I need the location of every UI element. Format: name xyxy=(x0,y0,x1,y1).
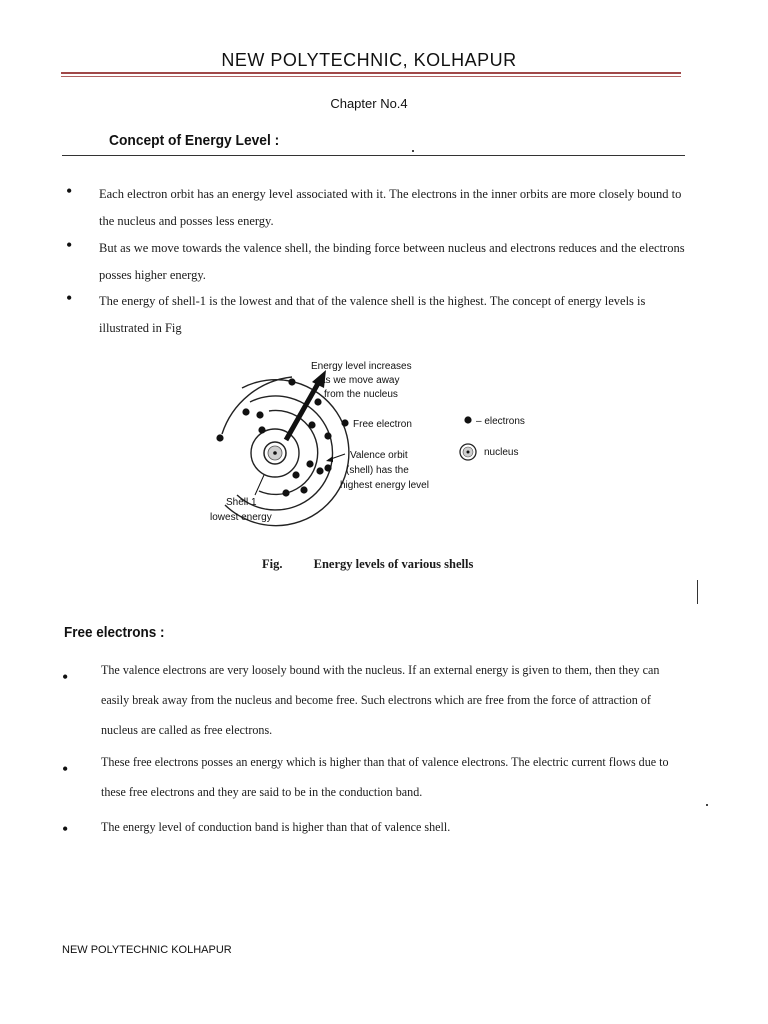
bullet-dot: • xyxy=(62,667,69,687)
section-heading-free-electrons: Free electrons : xyxy=(64,624,165,641)
paragraph: These free electrons posses an energy which is higher than that of valence electrons. The electric current flows due to these free electrons and they are said to be in the conduction band. xyxy=(101,754,669,799)
paragraph: Each electron orbit has an energy level associated with it. The electrons in the inner orbits are more closely bound to the nucleus and posses less energy. xyxy=(99,187,682,228)
scan-speck xyxy=(706,804,708,806)
header-rule-thin xyxy=(61,76,681,77)
bullet-dot: • xyxy=(62,819,69,839)
paragraph: The valence electrons are very loosely bound with the nucleus. If an external energy is given to them, then they can easily break away from the nucleus and become free. Such electrons which are free from the force of attraction of nucleus are called as free electrons. xyxy=(101,662,660,737)
orbit-outer xyxy=(222,377,292,434)
bullet-dot: • xyxy=(66,235,73,255)
figure-caption-prefix: Fig. xyxy=(262,557,283,571)
label-energy-increases-2: as we move away xyxy=(320,375,400,386)
nucleus-icon xyxy=(264,442,286,464)
label-valence-1: Valence orbit xyxy=(350,450,408,461)
figure-caption xyxy=(262,557,473,572)
label-valence-2: (shell) has the xyxy=(346,465,409,476)
paragraph: The energy level of conduction band is higher than that of valence shell. xyxy=(101,819,451,834)
paragraph: But as we move towards the valence shell, the binding force between nucleus and electrons reduces and the electrons posses higher energy. xyxy=(99,241,685,282)
legend-nucleus-icon xyxy=(460,444,476,460)
bullet-dot: • xyxy=(62,759,69,779)
legend-electron-icon xyxy=(464,416,471,423)
chapter-label: Chapter No.4 xyxy=(330,96,408,111)
legend-electrons-label: – electrons xyxy=(476,416,525,427)
label-shell-1-energy: lowest energy xyxy=(210,512,272,523)
label-valence-3: highest energy level xyxy=(340,480,429,491)
page-footer: NEW POLYTECHNIC KOLHAPUR xyxy=(62,944,232,956)
energy-level-diagram xyxy=(200,350,560,540)
legend-nucleus-label: nucleus xyxy=(484,447,519,458)
label-energy-increases-3: from the nucleus xyxy=(324,389,398,400)
scan-speck xyxy=(412,150,414,152)
header-rule xyxy=(61,72,681,74)
paragraph: The energy of shell-1 is the lowest and that of the valence shell is the highest. The concept of energy levels is illustrated in Fig xyxy=(99,294,646,335)
page-header-title: NEW POLYTECHNIC, KOLHAPUR xyxy=(221,50,517,70)
bullet-dot: • xyxy=(66,181,73,201)
scan-mark xyxy=(697,580,698,604)
section-divider xyxy=(62,155,685,156)
label-shell-1: Shell 1 xyxy=(226,497,257,508)
label-energy-increases-1: Energy level increases xyxy=(311,361,412,372)
figure-caption-text: Energy levels of various shells xyxy=(313,557,474,571)
section-heading-energy-level: Concept of Energy Level : xyxy=(109,132,280,149)
label-free-electron: Free electron xyxy=(353,419,412,430)
bullet-dot: • xyxy=(66,288,73,308)
